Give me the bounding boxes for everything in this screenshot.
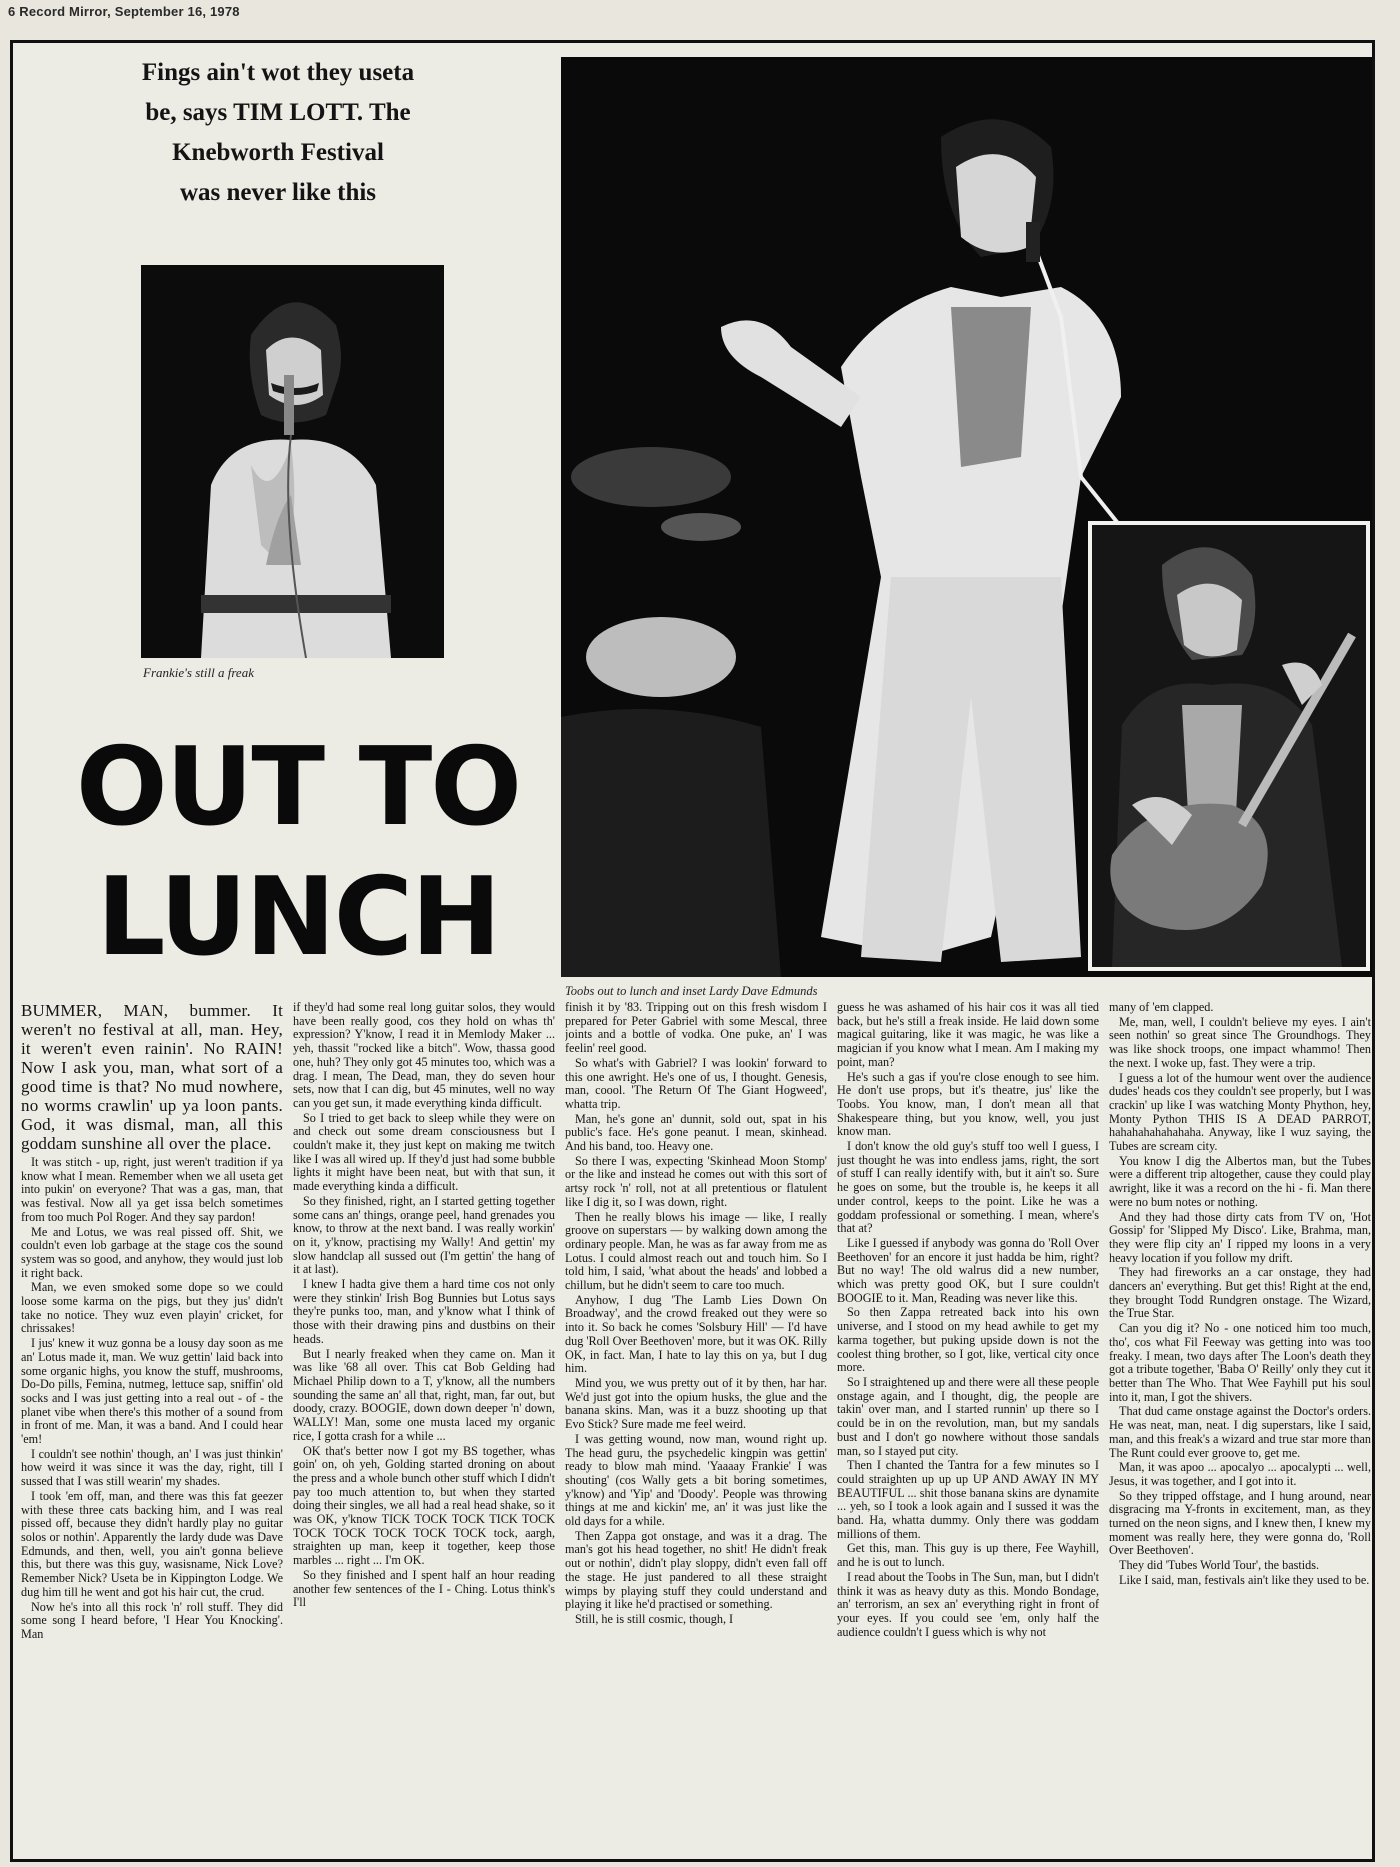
body-paragraph: Get this, man. This guy is up there, Fee Wayhill, and he is out to lunch. — [837, 1541, 1099, 1570]
body-paragraph: And they had those dirty cats from TV on, 'Hot Gossip' for 'Slipped My Disco'. Like, Brahma, man, they were flip city an' I ripped my loons in a very heavy location if you follow my drift. — [1109, 1209, 1371, 1265]
body-paragraph: Then Zappa got onstage, and was it a drag. The man's got his head together, no shit! He didn't freak out or nothin', didn't play sloppy, didn't even fall off the stage. He just pandered to all these straight wimps by playing stuff they could understand and playing it like he'd practised or something. — [565, 1528, 827, 1612]
body-paragraph: Like I guessed if anybody was gonna do 'Roll Over Beethoven' for an encore it just hadda be him, right? But no way! The old walrus did a new number, which was pretty good OK, but I sure couldn't BOOGIE to it. Man, Reading was never like this. — [837, 1235, 1099, 1305]
body-paragraph: Man, he's gone an' dunnit, sold out, spat in his public's face. He's gone peanut. I mean, skinhead. And his band, too. Heavy one. — [565, 1111, 827, 1154]
body-paragraph: So what's with Gabriel? I was lookin' forward to this one awright. He's one of us, I thought. Genesis, man, coool. 'The Return Of The Giant Hogweed', whatta trip. — [565, 1055, 827, 1111]
page-folio: 6 Record Mirror, September 16, 1978 — [8, 4, 240, 19]
body-paragraph: I took 'em off, man, and there was this fat geezer with these three cats backing him, and I was real pissed off, because they didn't hardly play no guitar solos or nothin'. Apparently the lardy dude was Dave Edmunds, and then, well, you ain't gonna believe this, but there was this guy, wasisname, Nick Love? Remember Nick? Useta be in Kippington Lodge. We dug him till he went and got his hair cut, the crud. — [21, 1488, 283, 1599]
lead-paragraph: BUMMER, MAN, bummer. It weren't no festival at all, man. Hey, it weren't even rainin'. No RAIN! Now I ask you, man, what sort of a good time is that? No mud nowhere, no worms crawlin' up ya loon pants. God, it was dismal, man, all this goddam sunshine all over the place. — [21, 1001, 283, 1153]
standfirst-line: Fings ain't wot they useta — [141, 59, 415, 86]
standfirst-line: be, says TIM LOTT. The — [145, 99, 411, 126]
body-paragraph: I guess a lot of the humour went over the audience dudes' heads cos they couldn't see properly, but I was crackin' up like I was watching Monty Phython, hey, Monty Python THIS IS A DEAD PARROT, hahahahahahahaha. Anyway, like I wuz saying, the Tubes are scream city. — [1109, 1070, 1371, 1154]
body-paragraph: Man, we even smoked some dope so we could loose some karma on the pigs, but they jus' didn't take no notice. They wuz even playin' cricket, for chrissakes! — [21, 1280, 283, 1336]
body-paragraph: Then I chanted the Tantra for a few minutes so I could straighten up up up UP AND AWAY IN MY BEAUTIFUL ... shit those banana skins are dynamite ... yeh, so I took a look again and I sussed it was the band. Ha, whatta dummy. Only there was goddam millions of them. — [837, 1458, 1099, 1541]
body-paragraph: Then he really blows his image — like, I really groove on superstars — by walking down among the ordinary people. Man, he was as far away from me as Lotus. I could almost reach out and touch him. So I told him, I said, 'what about the heads' and lobbed a chillum, but he didn't seem to care too much. — [565, 1209, 827, 1293]
body-paragraph: It was stitch - up, right, just weren't tradition if ya know what I mean. Remember when we all useta get into pukin' on everyone? That was a gas, man, that was festival. Now all ya get issa belch sometimes from too much Pol Roger. And they say pardon! — [21, 1155, 283, 1224]
body-paragraph: So they tripped offstage, and I hung around, near disgracing ma Y-fronts in excitement, man, as they turned on the neon signs, and I knew then, I knew my moment was really here, they were gonna do, 'Roll Over Beethoven'. — [1109, 1488, 1371, 1558]
body-paragraph: Man, it was apoo ... apocalyo ... apocalypti ... well, Jesus, it was together, and I got into it. — [1109, 1460, 1371, 1488]
body-paragraph: finish it by '83. Tripping out on this fresh wisdom I prepared for Peter Gabriel with some Mescal, three joints and a bottle of vodka. One puke, an' I was feelin' reel good. — [565, 1001, 827, 1056]
body-paragraph: That dud came onstage against the Doctor's orders. He was neat, man, neat. I dig superstars, like I said, man, and this freak's a wizard and true star more than The Runt could ever groove to, get me. — [1109, 1404, 1371, 1460]
body-paragraph: Me, man, well, I couldn't believe my eyes. I ain't seen nothin' so great since The Groundhogs. They was like shock troops, one impact whammo! Then the next. I woke up, fast. They were a trip. — [1109, 1014, 1371, 1070]
body-paragraph: I don't know the old guy's stuff too well I guess, I just thought he was into endless jams, right, the sort of stuff I can really identify with, but it ain't so. Sure he goes on some, but the trouble is, he keeps it all under control, keeps to the point. Like he was a goddam professional or something. I mean, where's that at? — [837, 1139, 1099, 1236]
frank-caption: Frankie's still a freak — [143, 665, 254, 680]
body-paragraph: Can you dig it? No - one noticed him too much, tho', cos what Fil Feeway was getting into was too freaky. I mean, two days after The Loon's death they got a tribute together, 'Baba O' Reilly' only they cut it better than The Who. That Wee Fayhill put his soul into it, man, I got the shivers. — [1109, 1321, 1371, 1404]
body-paragraph: Now he's into all this rock 'n' roll stuff. They did some song I heard before, 'I Hear You Knocking'. Man — [21, 1599, 283, 1641]
standfirst-line: Knebworth Festival — [172, 139, 384, 166]
body-paragraph: Me and Lotus, we was real pissed off. Shit, we couldn't even lob garbage at the stage cos the sound system was so good, and anyhow, they would just lob it right back. — [21, 1224, 283, 1280]
text-column-3 — [565, 1001, 827, 1861]
body-paragraph: So they finished, right, an I started getting together some cans an' things, orange peel, hand grenades you know, to throw at the next band. I was really workin' on it, y'know, practising my Wally! And gettin' my slow handclap all sussed out (I'm gettin' the hang of it at last). — [293, 1193, 555, 1277]
body-paragraph: Mind you, we wus pretty out of it by then, har har. We'd just got into the opium husks, the glue and the banana skins. Man, was it a buzz shooting up that Evo Stick? Sure made me feel weird. — [565, 1375, 827, 1432]
inset-photo — [1088, 521, 1370, 971]
article-body — [21, 1001, 1371, 1861]
standfirst — [43, 53, 513, 213]
body-paragraph: But I nearly freaked when they came on. Man it was like '68 all over. This cat Bob Gelding had Michael Philip down to a T, y'know, all the numbers sounding the same an' all that, right, man, far out, but doody, crazy. BOOGIE, down down deeper 'n' down, WALLY! Man, some one musta laced my organic rice, I gotta crash for a while ... — [293, 1346, 555, 1443]
text-column-2 — [293, 1001, 555, 1861]
body-paragraph: if they'd had some real long guitar solos, they would have been really good, cos they hold on whas th' expression? Y'know, I read it in Memlody Maker ... yeh, thassit "rocked like a bitch". Wow, thassa good one, huh? They only got 45 minutes too, which was a drag. I mean, The Dead, man, they do seven hour sets, now that I can dig, but 45 minutes, well no way can you get sun, it made everything kinda difficult. — [293, 1001, 555, 1110]
body-paragraph: OK that's better now I got my BS together, whas goin' on, oh yeh, Golding started droning on about the press and a whole bunch other stuff which I didn't pay too much attention to, but when they started doing their singles, we all had a real head shake, so it was OK, y'know TICK TOCK TOCK TICK TOCK TOCK TOCK TOCK TOCK TOCK tock, aargh, straighten up man, keep it together, keep those marbles ... right ... I'm OK. — [293, 1443, 555, 1568]
main-caption: Toobs out to lunch and inset Lardy Dave Edmunds — [565, 984, 818, 998]
body-paragraph: So there I was, expecting 'Skinhead Moon Stomp' or the like and instead he comes out with this sort of artsy rock 'n' roll, not at all pretentious or flatulent like I dig it, so I was down, right. — [565, 1153, 827, 1209]
headline-line-1: OUT TO — [75, 725, 521, 850]
body-paragraph: I was getting wound, now man, wound right up. The head guru, the psychedelic kingpin was gettin' ready to blow mah mind. 'Yaaaay Frankie' I was shouting' (cos Wally gets a bit boring sometimes, y'know) and 'Yip' and 'Doody'. People was throwing things at me and kickin' me, an' it was just like the old days for a while. — [565, 1431, 827, 1529]
body-paragraph: I read about the Toobs in The Sun, man, but I didn't think it was as heavy duty as this. Mondo Bondage, an' terrorism, an sex an' everything right in front of your eyes. If you could see 'em, only half the audience couldn't I guess which is why not — [837, 1569, 1099, 1639]
text-column-4 — [837, 1001, 1099, 1861]
headline-line-2: LUNCH — [96, 855, 500, 980]
body-paragraph: I knew I hadta give them a hard time cos not only were they stinkin' Irish Bog Bunnies but Lotus says they're punks too, man, and y'know what I think of those with their drawing pins and dustbins on their heads. — [293, 1277, 555, 1346]
body-paragraph: I couldn't see nothin' though, an' I was just thinkin' how weird it was since it was the day, right, till I sussed that I was still wearin' my shades. — [21, 1446, 283, 1489]
singer-illustration — [141, 265, 444, 658]
body-paragraph: Still, he is still cosmic, though, I — [575, 1611, 734, 1626]
body-paragraph: They did 'Tubes World Tour', the bastids. — [1119, 1558, 1320, 1573]
standfirst-line: was never like this — [179, 179, 377, 206]
body-paragraph: Like I said, man, festivals ain't like they used to be. — [1119, 1572, 1370, 1587]
body-paragraph: He's such a gas if you're close enough to see him. He don't use props, but it's theatre, jus' like the Toobs. You know, man, I don't mean all that Shakespeare thing, but you know, well, you just know man. — [837, 1069, 1099, 1139]
text-column-1 — [21, 1001, 283, 1861]
guitarist-illustration — [1092, 525, 1366, 967]
body-paragraph: Anyhow, I dug 'The Lamb Lies Down On Broadway', and the crowd freaked out they were so into it. So back he comes 'Solsbury Hill' — I'd have dug 'Roll Over Beethoven' more, but it was OK. Rilly OK, in fact. Man, I hate to lay this on ya, but I dug him. — [565, 1292, 827, 1376]
article-frame — [10, 40, 1375, 1862]
body-paragraph: So they finished and I spent half an hour reading another few sentences of the I - Ching. Lotus think's I'll — [293, 1567, 555, 1610]
text-column-5 — [1109, 1001, 1371, 1861]
body-paragraph: So I straightened up and there were all these people onstage again, and I thought, dig, the people are takin' over man, and I started runnin' up there so I could be in on the revolution, man, but my sandals bust and I don't go nowhere without those sandals man, so I stayed put city. — [837, 1374, 1099, 1458]
body-paragraph: You know I dig the Albertos man, but the Tubes were a different trip altogether, cause they could play awright, like it was a record on the hi - fi. Man there were no bum notes or nothing. — [1109, 1153, 1371, 1209]
frank-photo — [141, 265, 444, 658]
body-paragraph: many of 'em clapped. — [1109, 1001, 1214, 1014]
body-paragraph: So I tried to get back to sleep while they were on and check out some dream consciousness but I couldn't make it, they just kept on making me twitch like I was all wired up. If they'd just had some bubble lights it might have been neat, but with that sun, it made everything kinda a difficult. — [293, 1110, 555, 1194]
body-paragraph: guess he was ashamed of his hair cos it was all tied back, but he's still a freak inside. He laid down some magical guitaring, like it was magic, he was like a magician if you know what I mean. Am I making my point, man? — [837, 1001, 1099, 1069]
body-paragraph: They had fireworks an a car onstage, they had dancers an' everything. But get this! Right at the end, they brought Todd Rundgren onstage. The Wizard, the True Star. — [1109, 1265, 1371, 1321]
body-paragraph: So then Zappa retreated back into his own universe, and I stood on my head awhile to get my karma together, but puking upside down is not the coolest thing brother, so I got, like, vertical city once more. — [837, 1305, 1099, 1375]
body-paragraph: I jus' knew it wuz gonna be a lousy day soon as me an' Lotus made it, man. We wuz gettin' laid back into some organic highs, you know the stuff, mushrooms, Do-Do pills, Femina, nutmeg, lettuce sap, sniffin' old socks and I was just getting into a real out - of - the planet vibe when there's this mother of a sound from in front of me. Man, it was a band. And I could hear 'em! — [21, 1336, 283, 1447]
